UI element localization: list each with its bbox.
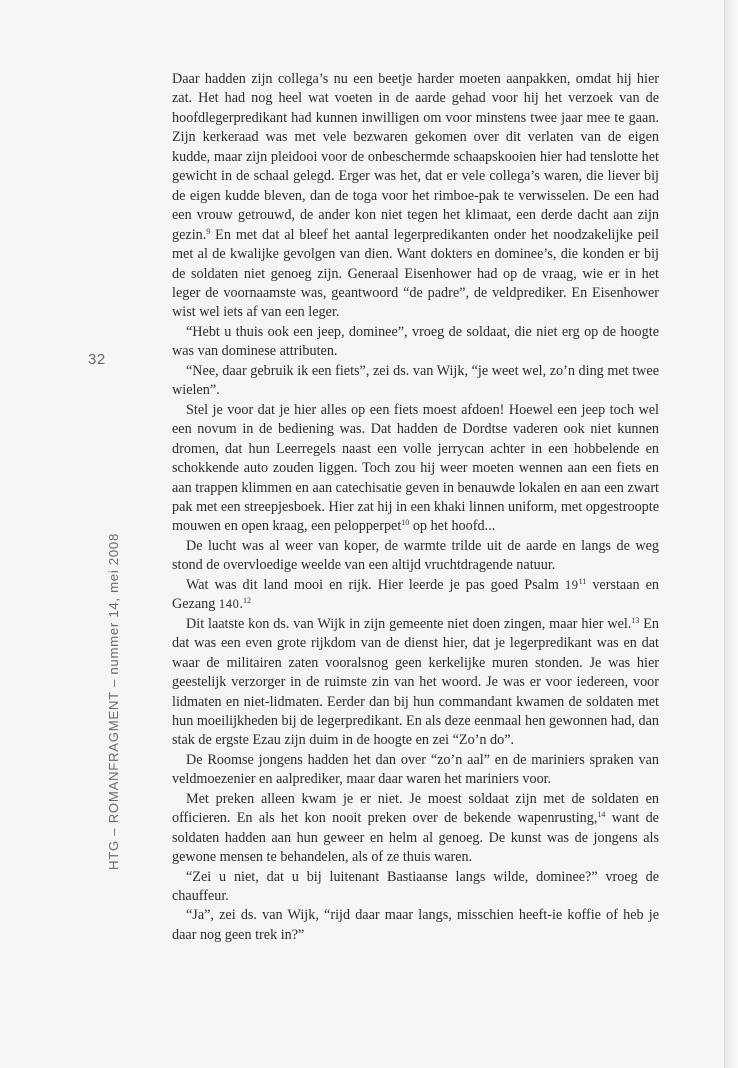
paragraph-3: “Nee, daar gebruik ik een fiets”, zei ds. van Wijk, “je weet wel, zo’n ding met twee wielen”. xyxy=(172,362,659,399)
running-header: HTG – ROMANFRAGMENT – nummer 14, mei 2008 xyxy=(106,533,121,870)
paragraph-5: De lucht was al weer van koper, de warmte trilde uit de aarde en langs de weg stond de overvloedige weelde van een altijd vruchtdragende natuur. xyxy=(172,537,659,574)
footnote-ref: 14 xyxy=(597,810,606,820)
paragraph-7: Dit laatste kon ds. van Wijk in zijn gemeente niet doen zingen, maar hier wel.$^{13}$ En dat was een even grote rijkdom van de dienst hier, dat je legerpredikant was en dat waar de militairen zaten vooralsnog geen kerkelijke muren stonden. Je was hier geestelijk verzorger in de ruimste zin van het woord. Je was er voor iedereen, voor lidmaten en niet-lidmaten. Eerder dan bij hun commandant kwamen de soldaten met hun moeilijkheden bij de legerpredikant. En als deze eenmaal hen gewonnen had, dan stak de ergste Ezau zijn duim in de hoogte en zei “Zo’n do”. xyxy=(172,615,659,749)
page-edge xyxy=(724,0,738,1068)
paragraph-11: “Ja”, zei ds. van Wijk, “rijd daar maar langs, misschien heeft-ie koffie of heb je daar nog geen trek in?” xyxy=(172,907,659,943)
footnote-ref: 13 xyxy=(631,615,640,625)
footnote-ref: 12 xyxy=(242,596,251,606)
footnote-ref: 10 xyxy=(401,518,410,528)
paragraph-9: Met preken alleen kwam je er niet. Je moest soldaat zijn met de soldaten en officieren. En als het kon nooit preken over de bekende wapenrusting,$^{14}$ want de soldaten hadden aan hun geweer en helm al genoeg. De kunst was de jongens als gewone mensen te behandelen, als of ze thuis waren. xyxy=(172,790,659,866)
body-text xyxy=(172,70,659,945)
page-number: 32 xyxy=(88,351,106,368)
footnote-ref: 11 xyxy=(578,576,587,586)
paragraph-1: Daar hadden zijn collega’s nu een beetje harder moeten aanpakken, omdat hij hier zat. Het had nog heel wat voeten in de aarde gehad voor hij het verzoek van de hoofdlegerpredikant had kunnen inwilligen om voor minstens twee jaar mee te gaan. Zijn kerkeraad was met vele bezwaren gekomen over dit verlaten van de eigen kudde, maar zijn pleidooi voor de onbeschermde schaapskooien hier had tenslotte het gewicht in de schaal gelegd. Erger was het, dat er vele collega’s waren, die liever bij de eigen kudde bleven, dan de toga voor het rimboe-pak te verwisselen. De een had een vrouw getrouwd, de ander kon niet tegen het klimaat, een derde dacht aan zijn gezin.$^9$ En met dat al bleef het aantal legerpredikanten onder het noodzakelijke peil met al de kwalijke gevolgen van dien. Want dokters en dominee’s, die konden er bij de soldaten niet genoeg zijn. Generaal Eisenhower had op de vraag, wie er in het leger de voornaamste was, geantwoord “de padre”, de veldprediker. En Eisenhower wist wel iets af van een leger. xyxy=(172,71,659,321)
footnote-ref: 9 xyxy=(206,226,211,236)
paragraph-4: Stel je voor dat je hier alles op een fiets moest afdoen! Hoewel een jeep toch wel een novum in de bediening was. Dat hadden de Dordtse vaderen ook niet kunnen dromen, dat hun Leerregels naast een volle jerrycan achter in een hobbelende en schokkende auto zouden liggen. Toch zou hij weer moeten wennen aan een fiets en aan trappen klimmen en aan catechisatie geven in benauwde lokalen en aan een zwart pak met een streepjesboek. Hier zat hij in een khaki linnen uniform, met opgestroopte mouwen en open kraag, een pelopperpet$^{10}$ op het hoofd... xyxy=(172,401,659,535)
paragraph-2: “Hebt u thuis ook een jeep, dominee”, vroeg de soldaat, die niet erg op de hoogte was van dominese attributen. xyxy=(172,323,659,360)
paragraph-10: “Zei u niet, dat u bij luitenant Bastiaanse langs wilde, dominee?” vroeg de chauffeur. xyxy=(172,868,659,905)
paragraph-8: De Roomse jongens hadden het dan over “zo’n aal” en de mariniers spraken van veldmoezenier en aalprediker, maar daar waren het mariniers voor. xyxy=(172,751,659,788)
paragraph-6: Wat was dit land mooi en rijk. Hier leerde je pas goed Psalm $19^{11}$ verstaan en Gezang 140.12 xyxy=(172,576,659,613)
